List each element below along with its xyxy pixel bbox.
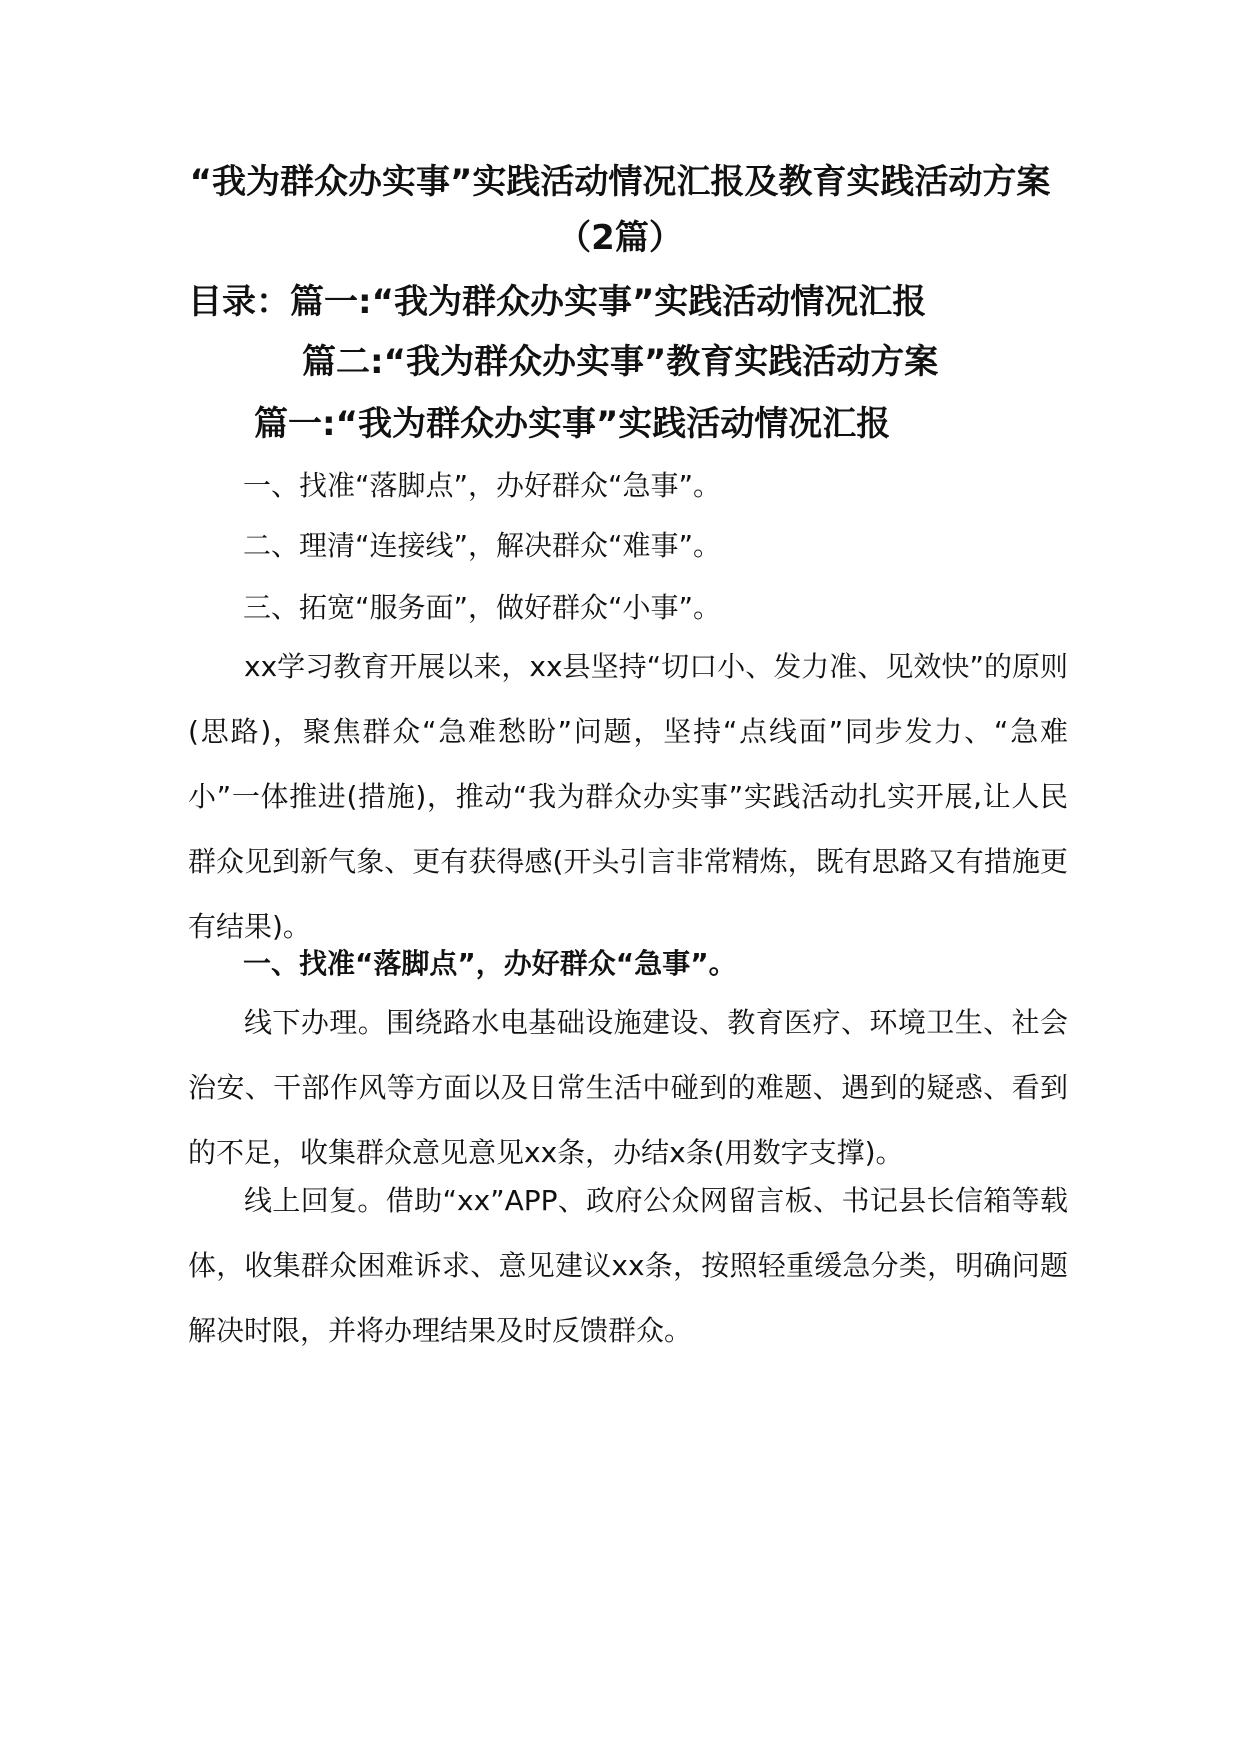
- outline-item-2: 二、理清“连接线”，解决群众“难事”。: [243, 529, 722, 562]
- toc-line-1: 目录：篇一:“我为群众办实事”实践活动情况汇报: [188, 282, 927, 322]
- document-title-line-1: “我为群众办实事”实践活动情况汇报及教育实践活动方案: [189, 162, 1051, 202]
- offline-paragraph: 线下办理。围绕路水电基础设施建设、教育医疗、环境卫生、社会治安、干部作风等方面以及日常生活中碰到的难题、遇到的疑惑、看到的不足，收集群众意见意见xx条，办结x条(用数字支撑)。: [188, 1006, 1068, 1169]
- subheading-1: 一、找准“落脚点”，办好群众“急事”。: [243, 947, 737, 980]
- section-title: 篇一:“我为群众办实事”实践活动情况汇报: [254, 404, 891, 444]
- toc-line-2: 篇二:“我为群众办实事”教育实践活动方案: [302, 342, 939, 382]
- outline-item-1: 一、找准“落脚点”，办好群众“急事”。: [243, 469, 722, 502]
- online-paragraph: 线上回复。借助“xx”APP、政府公众网留言板、书记县长信箱等载体，收集群众困难诉求、意见建议xx条，按照轻重缓急分类，明确问题解决时限，并将办理结果及时反馈群众。: [188, 1184, 1068, 1347]
- intro-paragraph: xx学习教育开展以来，xx县坚持“切口小、发力准、见效快”的原则(思路)，聚焦群众“急难愁盼”问题，坚持“点线面”同步发力、“急难小”一体推进(措施)，推动“我为群众办实事”实践活动扎实开展,让人民群众见到新气象、更有获得感(开头引言非常精炼，既有思路又有措施更有结果)。: [188, 650, 1068, 943]
- outline-item-3: 三、拓宽“服务面”，做好群众“小事”。: [243, 591, 722, 624]
- document-title-line-2: （2篇）: [557, 218, 683, 258]
